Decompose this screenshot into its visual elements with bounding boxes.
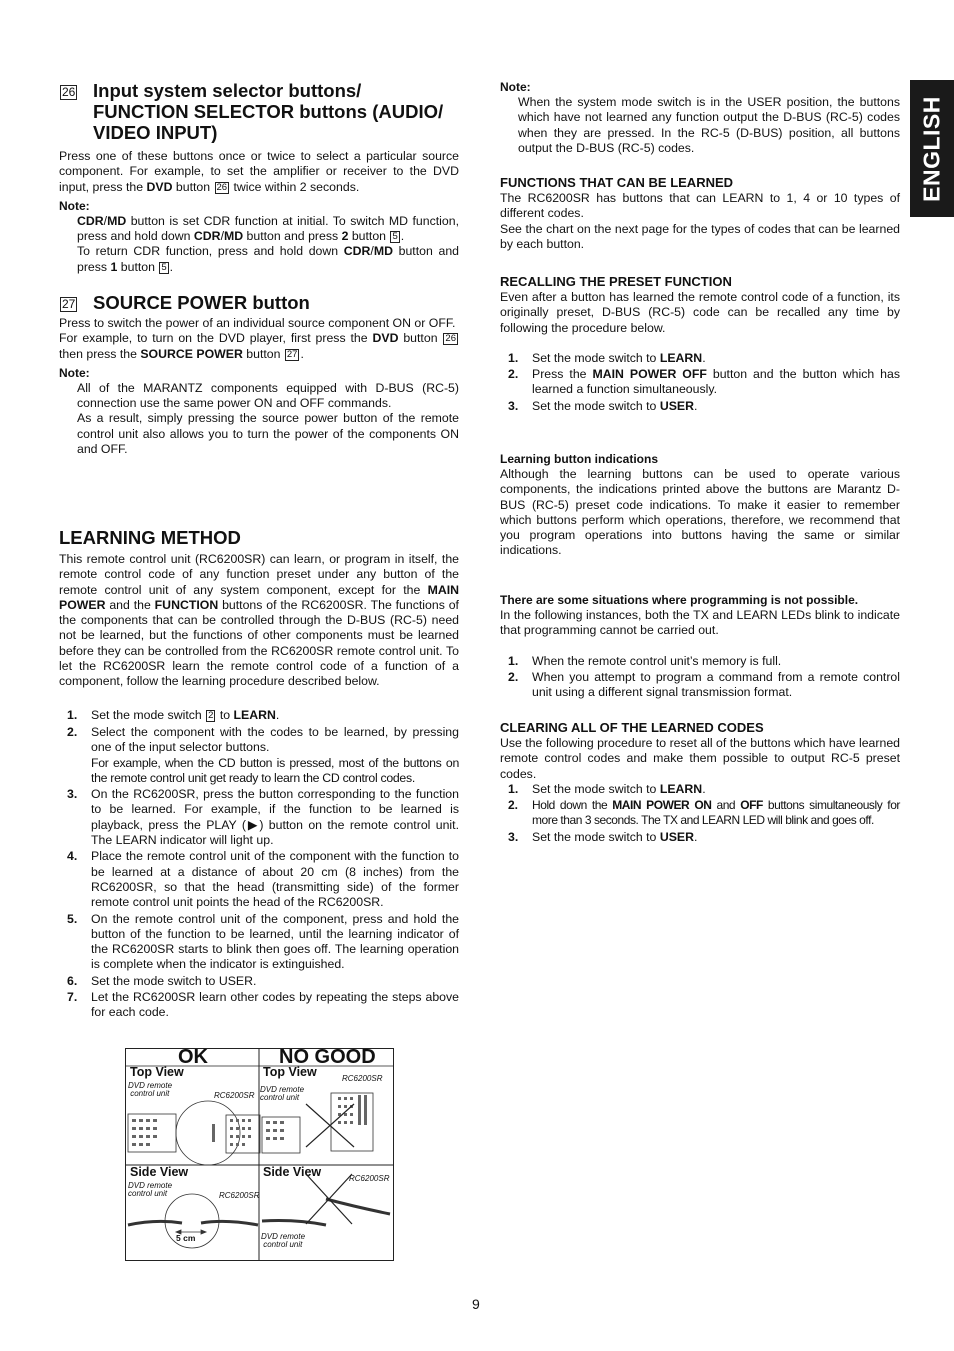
positioning-diagram — [125, 1048, 394, 1261]
ok-top-view-illustration — [128, 1101, 260, 1165]
learning-step-1: 1. Set the mode switch 2 to LEARN. — [67, 707, 280, 722]
learning-step-2: 2. Select the component with the codes to be learned, by pressing one of the input selector buttons. For example, when the CD button is pressed, most of the buttons on the remote control unit get ready to learn the CD control codes. — [67, 724, 459, 785]
ok-side-rc-label: RC6200SR — [219, 1191, 260, 1200]
situations-title: There are some situations where programming is not possible. — [500, 593, 859, 607]
clearing-step-2: 2. Hold down the MAIN POWER ON and OFF buttons simultaneously for more than 3 seconds. The TX and LEARN LED will blink and goes off. — [508, 798, 900, 828]
learning-step-7: 7. Let the RC6200SR learn other codes by repeating the steps above for each code. — [67, 990, 459, 1020]
functions-title: FUNCTIONS THAT CAN BE LEARNED — [500, 175, 734, 190]
learning-step-4: 4. Place the remote control unit of the component with the function to be learned at a distance of about 20 cm (8 inches) from the RC6200SR, so that the head (transmitting side) of the former remote control unit points the head of the RC6200SR. — [67, 849, 459, 910]
learning-method-intro: This remote control unit (RC6200SR) can learn, or program in itself, the remote control code of any function preset under any button of the remote control unit of any system component, except for the MAIN POWER and the FUNCTION buttons of the RC6200SR. The functions of the components that can be controlled through the D-BUS (RC-5) need not be learned, but the functions of other components must be learned before they can be controlled from the RC6200SR remote control unit. To let the RC6200SR learn the remote control code of a function of a component, follow the learning procedure described below. — [59, 552, 459, 689]
no-good-top-view-illustration — [262, 1093, 373, 1153]
recall-step-2: 2. Press the MAIN POWER OFF button and the button which has learned a function simultaneously. — [508, 367, 900, 397]
section-27 — [59, 292, 459, 457]
recall-title: RECALLING THE PRESET FUNCTION — [500, 274, 732, 289]
functions-section — [500, 175, 900, 252]
section-27-note-label: Note: — [59, 365, 90, 380]
recall-step-1: 1. Set the mode switch to LEARN. — [508, 350, 706, 365]
learning-step-5: 5. On the remote control unit of the component, press and hold the button of the function to be learned, until the learning indicator of the RC6200SR starts to blink then goes off. The learning operation is complete when the indicator is extinguished. — [67, 911, 459, 972]
clearing-section — [500, 720, 900, 845]
ok-top-rc-label: RC6200SR — [214, 1091, 255, 1100]
right-note-label: Note: — [500, 80, 531, 94]
distance-label: 5 cm — [176, 1233, 196, 1243]
recall-section — [500, 274, 900, 414]
right-note-text: When the system mode switch is in the USER position, the buttons which have not learned any function output the D-BUS (RC-5) codes when they are pressed. In the RC-5 (D-BUS) position, all buttons output the D-BUS (RC-5) codes. — [518, 95, 900, 155]
section-26 — [59, 80, 459, 275]
functions-p1: The RC6200SR has buttons that can LEARN to 1, 4 or 10 types of different codes. — [500, 191, 900, 221]
clearing-steps — [500, 782, 900, 845]
clearing-title: CLEARING ALL OF THE LEARNED CODES — [500, 720, 764, 735]
no-good-top-view-label: Top View — [263, 1065, 317, 1079]
no-good-top-dvd-remote-label: DVD remote control unit — [260, 1085, 305, 1102]
learning-method-title: LEARNING METHOD — [59, 527, 241, 548]
section-27-note-1: All of the MARANTZ components equipped with D-BUS (RC-5) connection use the same power ON and OFF commands. — [77, 380, 459, 411]
indications-title: Learning button indications — [500, 452, 658, 466]
section-26-title: Input system selector buttons/ FUNCTION SELECTOR buttons (AUDIO/ VIDEO INPUT) — [93, 80, 444, 143]
indications-section — [500, 452, 900, 559]
ok-side-dvd-remote-label: DVD remote control unit — [128, 1181, 173, 1198]
situations-steps — [500, 654, 900, 701]
learning-step-3: 3. On the RC6200SR, press the button corresponding to the function to be learned. For example, if the function to be learned is playback, press the PLAY (▶) button on the remote control unit. The LEARN indicator will light up. — [67, 787, 459, 848]
no-good-label: NO GOOD — [279, 1046, 376, 1068]
section-26-note-2: To return CDR function, press and hold down CDR/MD button and press 1 button 5 . — [77, 244, 459, 274]
section-27-body-2: For example, to turn on the DVD player, first press the DVD button 26 then press the SOURCE POWER button 27 . — [59, 331, 456, 361]
functions-p2: See the chart on the next page for the types of codes that can be learned by each button. — [500, 221, 900, 251]
situations-section — [500, 593, 900, 700]
indications-p1: Although the learning buttons can be used to operate various components, the indications printed above the buttons are Marantz D-BUS (RC-5) preset code indications. To make it easier to remember which buttons perform which operations, therefore, we recommend that you program operations into buttons having the same or similar indications. — [500, 467, 900, 558]
no-good-top-rc-label: RC6200SR — [342, 1074, 383, 1083]
clearing-step-3: 3. Set the mode switch to USER. — [508, 829, 698, 844]
ok-top-view-label: Top View — [130, 1065, 184, 1079]
no-good-side-dvd-remote-label: DVD remote control unit — [261, 1232, 306, 1249]
section-26-heading — [59, 80, 459, 143]
no-good-side-rc-label: RC6200SR — [349, 1174, 390, 1183]
recall-step-3: 3. Set the mode switch to USER. — [508, 398, 698, 413]
clearing-p1: Use the following procedure to reset all of the buttons which have learned remote control codes and make them possible to output RC-5 preset codes. — [500, 736, 900, 781]
section-number-26: 26 — [62, 85, 76, 99]
learning-steps — [59, 708, 459, 1021]
page-number: 9 — [472, 1296, 480, 1312]
language-tab-label: ENGLISH — [918, 95, 945, 202]
section-26-note-1: CDR/MD button is set CDR function at initial. To switch MD function, press and hold down CDR/MD button and press 2 button 5 . — [77, 213, 459, 244]
learning-step-6: 6. Set the mode switch to USER. — [67, 973, 257, 988]
section-27-note-2: As a result, simply pressing the source power button of the remote control unit also allows you to turn the power of the components ON and OFF. — [77, 411, 459, 457]
section-27-title: SOURCE POWER button — [93, 292, 310, 313]
ok-side-view-label: Side View — [130, 1165, 189, 1179]
recall-steps — [500, 351, 900, 414]
learning-method-section — [59, 527, 459, 1021]
situations-step-1: 1. When the remote control unit’s memory is full. — [508, 653, 782, 668]
situations-p1: In the following instances, both the TX and LEARN LEDs blink to indicate that programming cannot be carried out. — [500, 608, 900, 638]
ok-top-dvd-remote-label: DVD remote control unit — [128, 1081, 173, 1098]
no-good-side-view-label: Side View — [263, 1165, 322, 1179]
recall-p1: Even after a button has learned the remote control code of a function, its originally preset, D-BUS (RC-5) code can be recalled any time by following the procedure below. — [500, 290, 900, 335]
section-26-body: Press one of these buttons once or twice to select a particular source component. For example, to set the amplifier or receiver to the DVD input, press the DVD button 26 twice within 2 seconds. — [59, 149, 459, 194]
section-27-heading — [59, 292, 459, 313]
situations-step-2: 2. When you attempt to program a command from a remote control unit using a different signal transmission format. — [508, 669, 900, 700]
section-26-note-label: Note: — [59, 198, 90, 213]
user-position-note — [500, 80, 900, 156]
language-tab — [910, 80, 954, 217]
section-27-body-1: Press to switch the power of an individual source component ON or OFF. — [59, 316, 456, 330]
section-number-27: 27 — [62, 297, 76, 311]
ok-label: OK — [178, 1046, 208, 1068]
clearing-step-1: 1. Set the mode switch to LEARN. — [508, 781, 706, 796]
